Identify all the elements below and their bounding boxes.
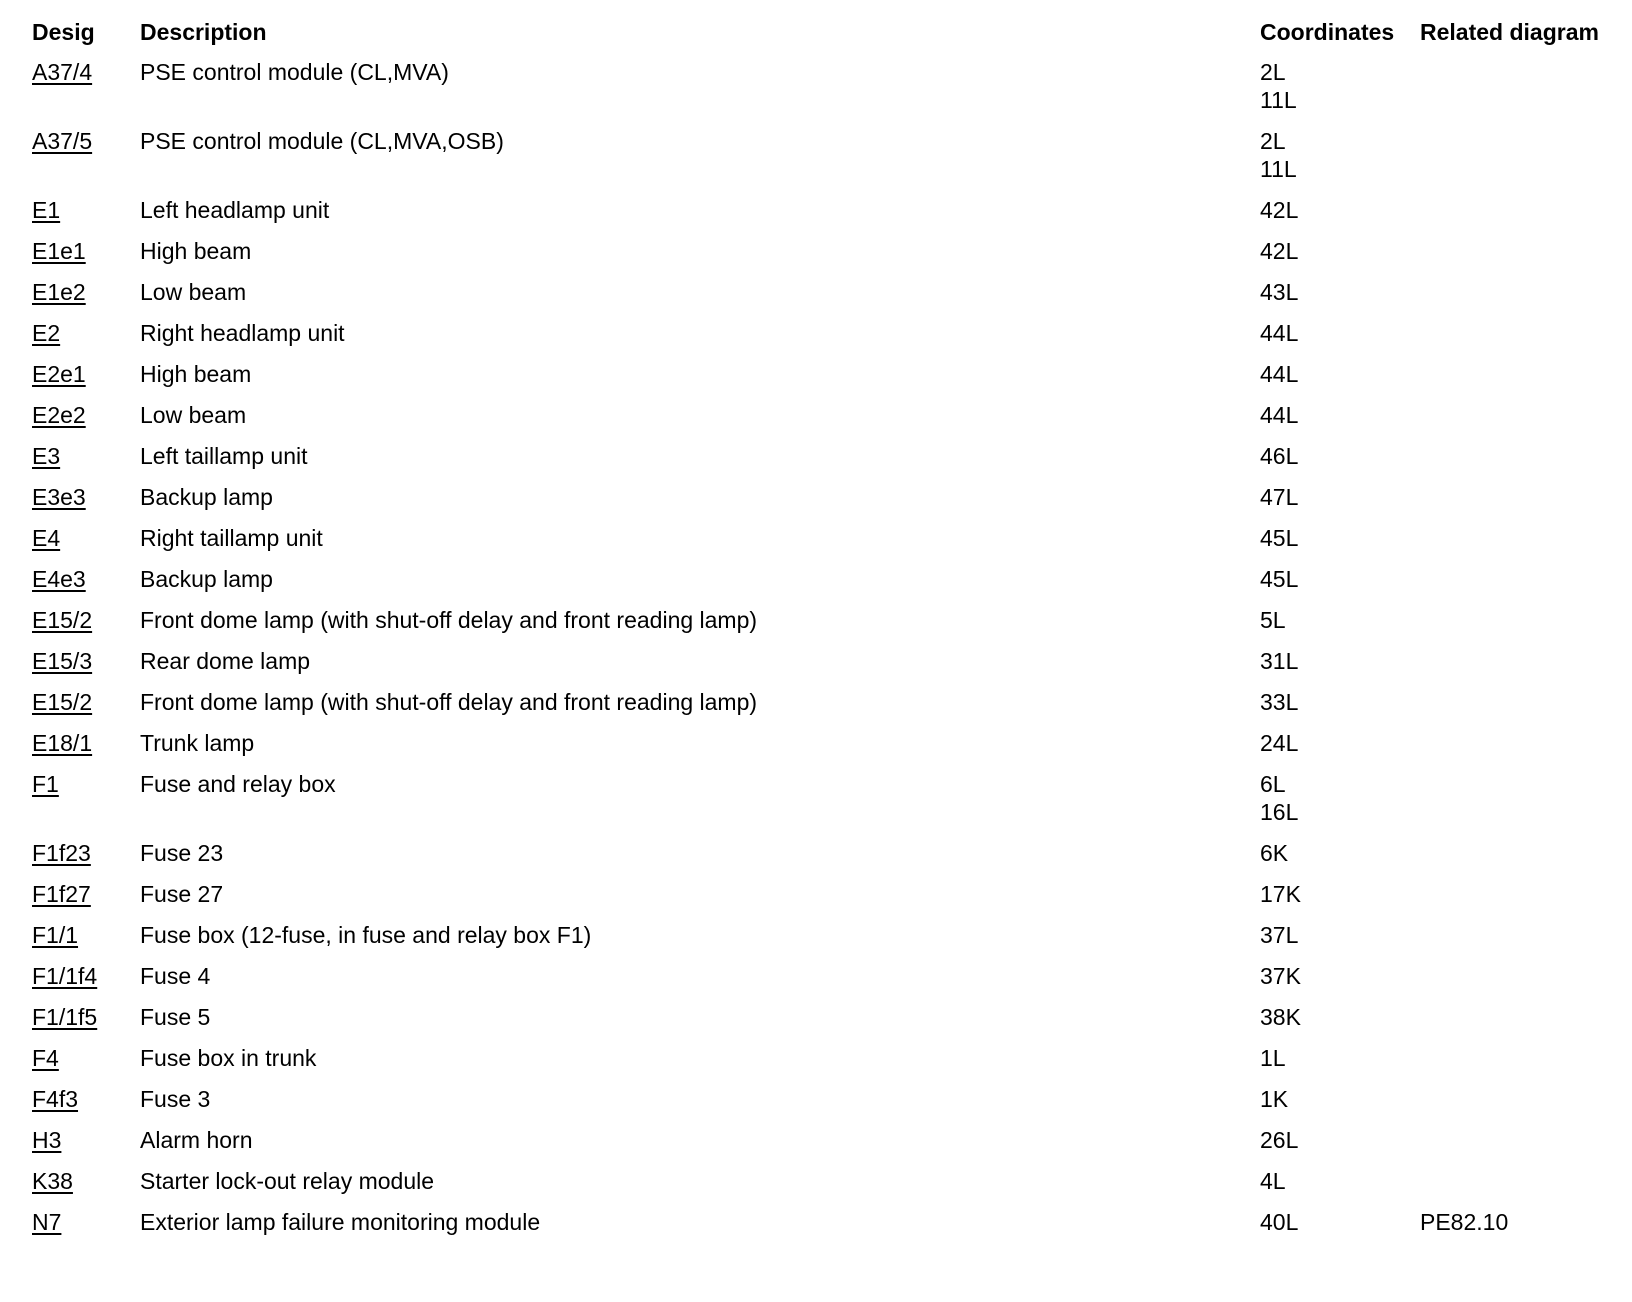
- coordinate-value: 17K: [1260, 881, 1301, 907]
- desig-link[interactable]: E2: [32, 320, 61, 346]
- desig-cell: [28, 682, 136, 723]
- desig-cell: [28, 764, 136, 833]
- coordinate-value: 26L: [1260, 1127, 1299, 1153]
- desig-link[interactable]: F1/1f5: [32, 1004, 98, 1030]
- table-row: [28, 682, 1618, 723]
- table-row: [28, 1202, 1618, 1243]
- coordinate-value: 6L: [1260, 771, 1286, 797]
- description-cell: Fuse and relay box: [140, 771, 336, 797]
- component-legend-table: [28, 12, 1618, 1243]
- coordinates-cell: [1256, 354, 1416, 395]
- table-row: [28, 190, 1618, 231]
- table-row: [28, 272, 1618, 313]
- coordinates-cell: [1256, 121, 1416, 190]
- table-row: [28, 1120, 1618, 1161]
- coordinate-value: 44L: [1260, 361, 1299, 387]
- related-diagram-cell: [1416, 1038, 1618, 1079]
- coordinate-value: 31L: [1260, 648, 1299, 674]
- desig-link[interactable]: K38: [32, 1168, 73, 1194]
- related-diagram-cell: [1416, 313, 1618, 354]
- desig-link[interactable]: F4f3: [32, 1086, 79, 1112]
- table-row: [28, 231, 1618, 272]
- table-row: [28, 956, 1618, 997]
- description-cell: Fuse box in trunk: [140, 1045, 317, 1071]
- desig-link[interactable]: F1f27: [32, 881, 91, 907]
- coordinate-value: 37K: [1260, 963, 1301, 989]
- desig-link[interactable]: A37/4: [32, 59, 93, 85]
- related-diagram-cell: [1416, 395, 1618, 436]
- table-row: [28, 518, 1618, 559]
- desig-link[interactable]: F4: [32, 1045, 59, 1071]
- desig-link[interactable]: E15/2: [32, 607, 93, 633]
- header-related-diagram: Related diagram: [1420, 19, 1599, 45]
- description-cell: Rear dome lamp: [140, 648, 311, 674]
- coordinate-value: 11L: [1260, 156, 1297, 182]
- coordinates-cell: [1256, 956, 1416, 997]
- table-row: [28, 1161, 1618, 1202]
- desig-link[interactable]: E1e1: [32, 238, 86, 264]
- related-diagram-cell: [1416, 956, 1618, 997]
- related-diagram-cell: PE82.10: [1420, 1209, 1509, 1235]
- desig-cell: [28, 313, 136, 354]
- desig-cell: [28, 1202, 136, 1243]
- coordinate-value: 16L: [1260, 799, 1299, 825]
- desig-cell: [28, 52, 136, 121]
- desig-cell: [28, 272, 136, 313]
- coordinate-value: 44L: [1260, 402, 1299, 428]
- coordinate-value: 6K: [1260, 840, 1289, 866]
- coordinates-cell: [1256, 477, 1416, 518]
- desig-link[interactable]: N7: [32, 1209, 62, 1235]
- table-row: [28, 833, 1618, 874]
- desig-cell: [28, 723, 136, 764]
- table-row: [28, 559, 1618, 600]
- desig-cell: [28, 1161, 136, 1202]
- coordinates-cell: [1256, 1038, 1416, 1079]
- description-cell: Low beam: [140, 279, 247, 305]
- desig-link[interactable]: E15/2: [32, 689, 93, 715]
- header-description: Description: [140, 19, 267, 45]
- table-row: [28, 477, 1618, 518]
- coordinates-cell: [1256, 682, 1416, 723]
- desig-cell: [28, 915, 136, 956]
- desig-cell: [28, 436, 136, 477]
- coordinates-cell: [1256, 1202, 1416, 1243]
- coordinate-value: 38K: [1260, 1004, 1301, 1030]
- header-row: [28, 12, 1618, 52]
- related-diagram-cell: [1416, 477, 1618, 518]
- desig-link[interactable]: E4e3: [32, 566, 86, 592]
- desig-link[interactable]: F1/1f4: [32, 963, 98, 989]
- related-diagram-cell: [1416, 641, 1618, 682]
- coordinate-value: 1L: [1260, 1045, 1286, 1071]
- coordinates-cell: [1256, 600, 1416, 641]
- coordinates-cell: [1256, 915, 1416, 956]
- coordinate-value: 42L: [1260, 197, 1299, 223]
- coordinate-value: 5L: [1260, 607, 1286, 633]
- related-diagram-cell: [1416, 915, 1618, 956]
- desig-cell: [28, 477, 136, 518]
- description-cell: PSE control module (CL,MVA,OSB): [140, 128, 504, 154]
- description-cell: Fuse 4: [140, 963, 211, 989]
- description-cell: Right headlamp unit: [140, 320, 345, 346]
- coordinates-cell: [1256, 559, 1416, 600]
- table-row: [28, 997, 1618, 1038]
- coordinates-cell: [1256, 518, 1416, 559]
- coordinates-cell: [1256, 874, 1416, 915]
- coordinates-cell: [1256, 52, 1416, 121]
- coordinates-cell: [1256, 833, 1416, 874]
- desig-link[interactable]: E4: [32, 525, 61, 551]
- desig-link[interactable]: E1: [32, 197, 61, 223]
- desig-link[interactable]: E1e2: [32, 279, 86, 305]
- description-cell: Starter lock-out relay module: [140, 1168, 435, 1194]
- desig-cell: [28, 190, 136, 231]
- header-desig: Desig: [32, 19, 95, 45]
- header-coordinates: Coordinates: [1260, 19, 1395, 45]
- table-row: [28, 600, 1618, 641]
- desig-cell: [28, 559, 136, 600]
- related-diagram-cell: [1416, 682, 1618, 723]
- desig-link[interactable]: F1f23: [32, 840, 91, 866]
- coordinate-value: 2L: [1260, 59, 1286, 85]
- related-diagram-cell: [1416, 436, 1618, 477]
- related-diagram-cell: [1416, 121, 1618, 190]
- table-row: [28, 121, 1618, 190]
- desig-link[interactable]: E2e2: [32, 402, 86, 428]
- description-cell: Alarm horn: [140, 1127, 253, 1153]
- description-cell: Fuse 23: [140, 840, 224, 866]
- description-cell: Front dome lamp (with shut-off delay and front reading lamp): [140, 689, 758, 715]
- coordinates-cell: [1256, 1120, 1416, 1161]
- related-diagram-cell: [1416, 764, 1618, 833]
- coordinate-value: 46L: [1260, 443, 1299, 469]
- desig-link[interactable]: E3: [32, 443, 61, 469]
- coordinates-cell: [1256, 313, 1416, 354]
- desig-link[interactable]: H3: [32, 1127, 62, 1153]
- coordinates-cell: [1256, 272, 1416, 313]
- coordinate-value: 4L: [1260, 1168, 1286, 1194]
- coordinate-value: 45L: [1260, 566, 1299, 592]
- coordinate-value: 44L: [1260, 320, 1299, 346]
- coordinates-cell: [1256, 723, 1416, 764]
- description-cell: Fuse 3: [140, 1086, 211, 1112]
- table-row: [28, 1038, 1618, 1079]
- related-diagram-cell: [1416, 518, 1618, 559]
- table-row: [28, 1079, 1618, 1120]
- coordinate-value: 47L: [1260, 484, 1299, 510]
- desig-cell: [28, 956, 136, 997]
- desig-cell: [28, 121, 136, 190]
- desig-cell: [28, 1079, 136, 1120]
- description-cell: Left taillamp unit: [140, 443, 308, 469]
- related-diagram-cell: [1416, 1079, 1618, 1120]
- description-cell: Exterior lamp failure monitoring module: [140, 1209, 541, 1235]
- description-cell: Low beam: [140, 402, 247, 428]
- table-row: [28, 723, 1618, 764]
- related-diagram-cell: [1416, 833, 1618, 874]
- desig-cell: [28, 518, 136, 559]
- related-diagram-cell: [1416, 723, 1618, 764]
- desig-cell: [28, 354, 136, 395]
- related-diagram-cell: [1416, 1120, 1618, 1161]
- related-diagram-cell: [1416, 272, 1618, 313]
- coordinate-value: 24L: [1260, 730, 1299, 756]
- table-row: [28, 915, 1618, 956]
- table-row: [28, 395, 1618, 436]
- coordinates-cell: [1256, 997, 1416, 1038]
- coordinate-value: 1K: [1260, 1086, 1289, 1112]
- desig-cell: [28, 874, 136, 915]
- coordinates-cell: [1256, 641, 1416, 682]
- desig-cell: [28, 641, 136, 682]
- coordinate-value: 42L: [1260, 238, 1299, 264]
- related-diagram-cell: [1416, 190, 1618, 231]
- desig-link[interactable]: A37/5: [32, 128, 93, 154]
- related-diagram-cell: [1416, 997, 1618, 1038]
- description-cell: Left headlamp unit: [140, 197, 330, 223]
- description-cell: High beam: [140, 361, 252, 387]
- description-cell: Front dome lamp (with shut-off delay and front reading lamp): [140, 607, 758, 633]
- desig-link[interactable]: E3e3: [32, 484, 86, 510]
- description-cell: Fuse 5: [140, 1004, 211, 1030]
- desig-link[interactable]: E18/1: [32, 730, 93, 756]
- related-diagram-cell: [1416, 600, 1618, 641]
- desig-cell: [28, 1120, 136, 1161]
- table-row: [28, 874, 1618, 915]
- related-diagram-cell: [1416, 874, 1618, 915]
- description-cell: High beam: [140, 238, 252, 264]
- desig-cell: [28, 231, 136, 272]
- description-cell: Fuse box (12-fuse, in fuse and relay box F1): [140, 922, 592, 948]
- desig-cell: [28, 600, 136, 641]
- description-cell: Fuse 27: [140, 881, 224, 907]
- desig-link[interactable]: F1/1: [32, 922, 79, 948]
- table-row: [28, 641, 1618, 682]
- desig-link[interactable]: F1: [32, 771, 59, 797]
- desig-cell: [28, 833, 136, 874]
- related-diagram-cell: [1416, 52, 1618, 121]
- desig-link[interactable]: E2e1: [32, 361, 86, 387]
- table-row: [28, 313, 1618, 354]
- coordinate-value: 45L: [1260, 525, 1299, 551]
- coordinates-cell: [1256, 231, 1416, 272]
- coordinates-cell: [1256, 436, 1416, 477]
- coordinate-value: 37L: [1260, 922, 1299, 948]
- coordinate-value: 43L: [1260, 279, 1299, 305]
- related-diagram-cell: [1416, 1161, 1618, 1202]
- desig-link[interactable]: E15/3: [32, 648, 93, 674]
- description-cell: Right taillamp unit: [140, 525, 323, 551]
- table-row: [28, 354, 1618, 395]
- table-row: [28, 52, 1618, 121]
- related-diagram-cell: [1416, 354, 1618, 395]
- coordinates-cell: [1256, 190, 1416, 231]
- coordinates-cell: [1256, 1161, 1416, 1202]
- coordinates-cell: [1256, 764, 1416, 833]
- description-cell: PSE control module (CL,MVA): [140, 59, 449, 85]
- coordinates-cell: [1256, 395, 1416, 436]
- description-cell: Trunk lamp: [140, 730, 255, 756]
- desig-cell: [28, 1038, 136, 1079]
- related-diagram-cell: [1416, 559, 1618, 600]
- table-row: [28, 436, 1618, 477]
- coordinates-cell: [1256, 1079, 1416, 1120]
- desig-cell: [28, 395, 136, 436]
- description-cell: Backup lamp: [140, 484, 273, 510]
- legend-rows: [28, 52, 1618, 1243]
- table-row: [28, 764, 1618, 833]
- desig-cell: [28, 997, 136, 1038]
- related-diagram-cell: [1416, 231, 1618, 272]
- description-cell: Backup lamp: [140, 566, 273, 592]
- coordinate-value: 11L: [1260, 87, 1297, 113]
- coordinate-value: 33L: [1260, 689, 1299, 715]
- coordinate-value: 40L: [1260, 1209, 1299, 1235]
- coordinate-value: 2L: [1260, 128, 1286, 154]
